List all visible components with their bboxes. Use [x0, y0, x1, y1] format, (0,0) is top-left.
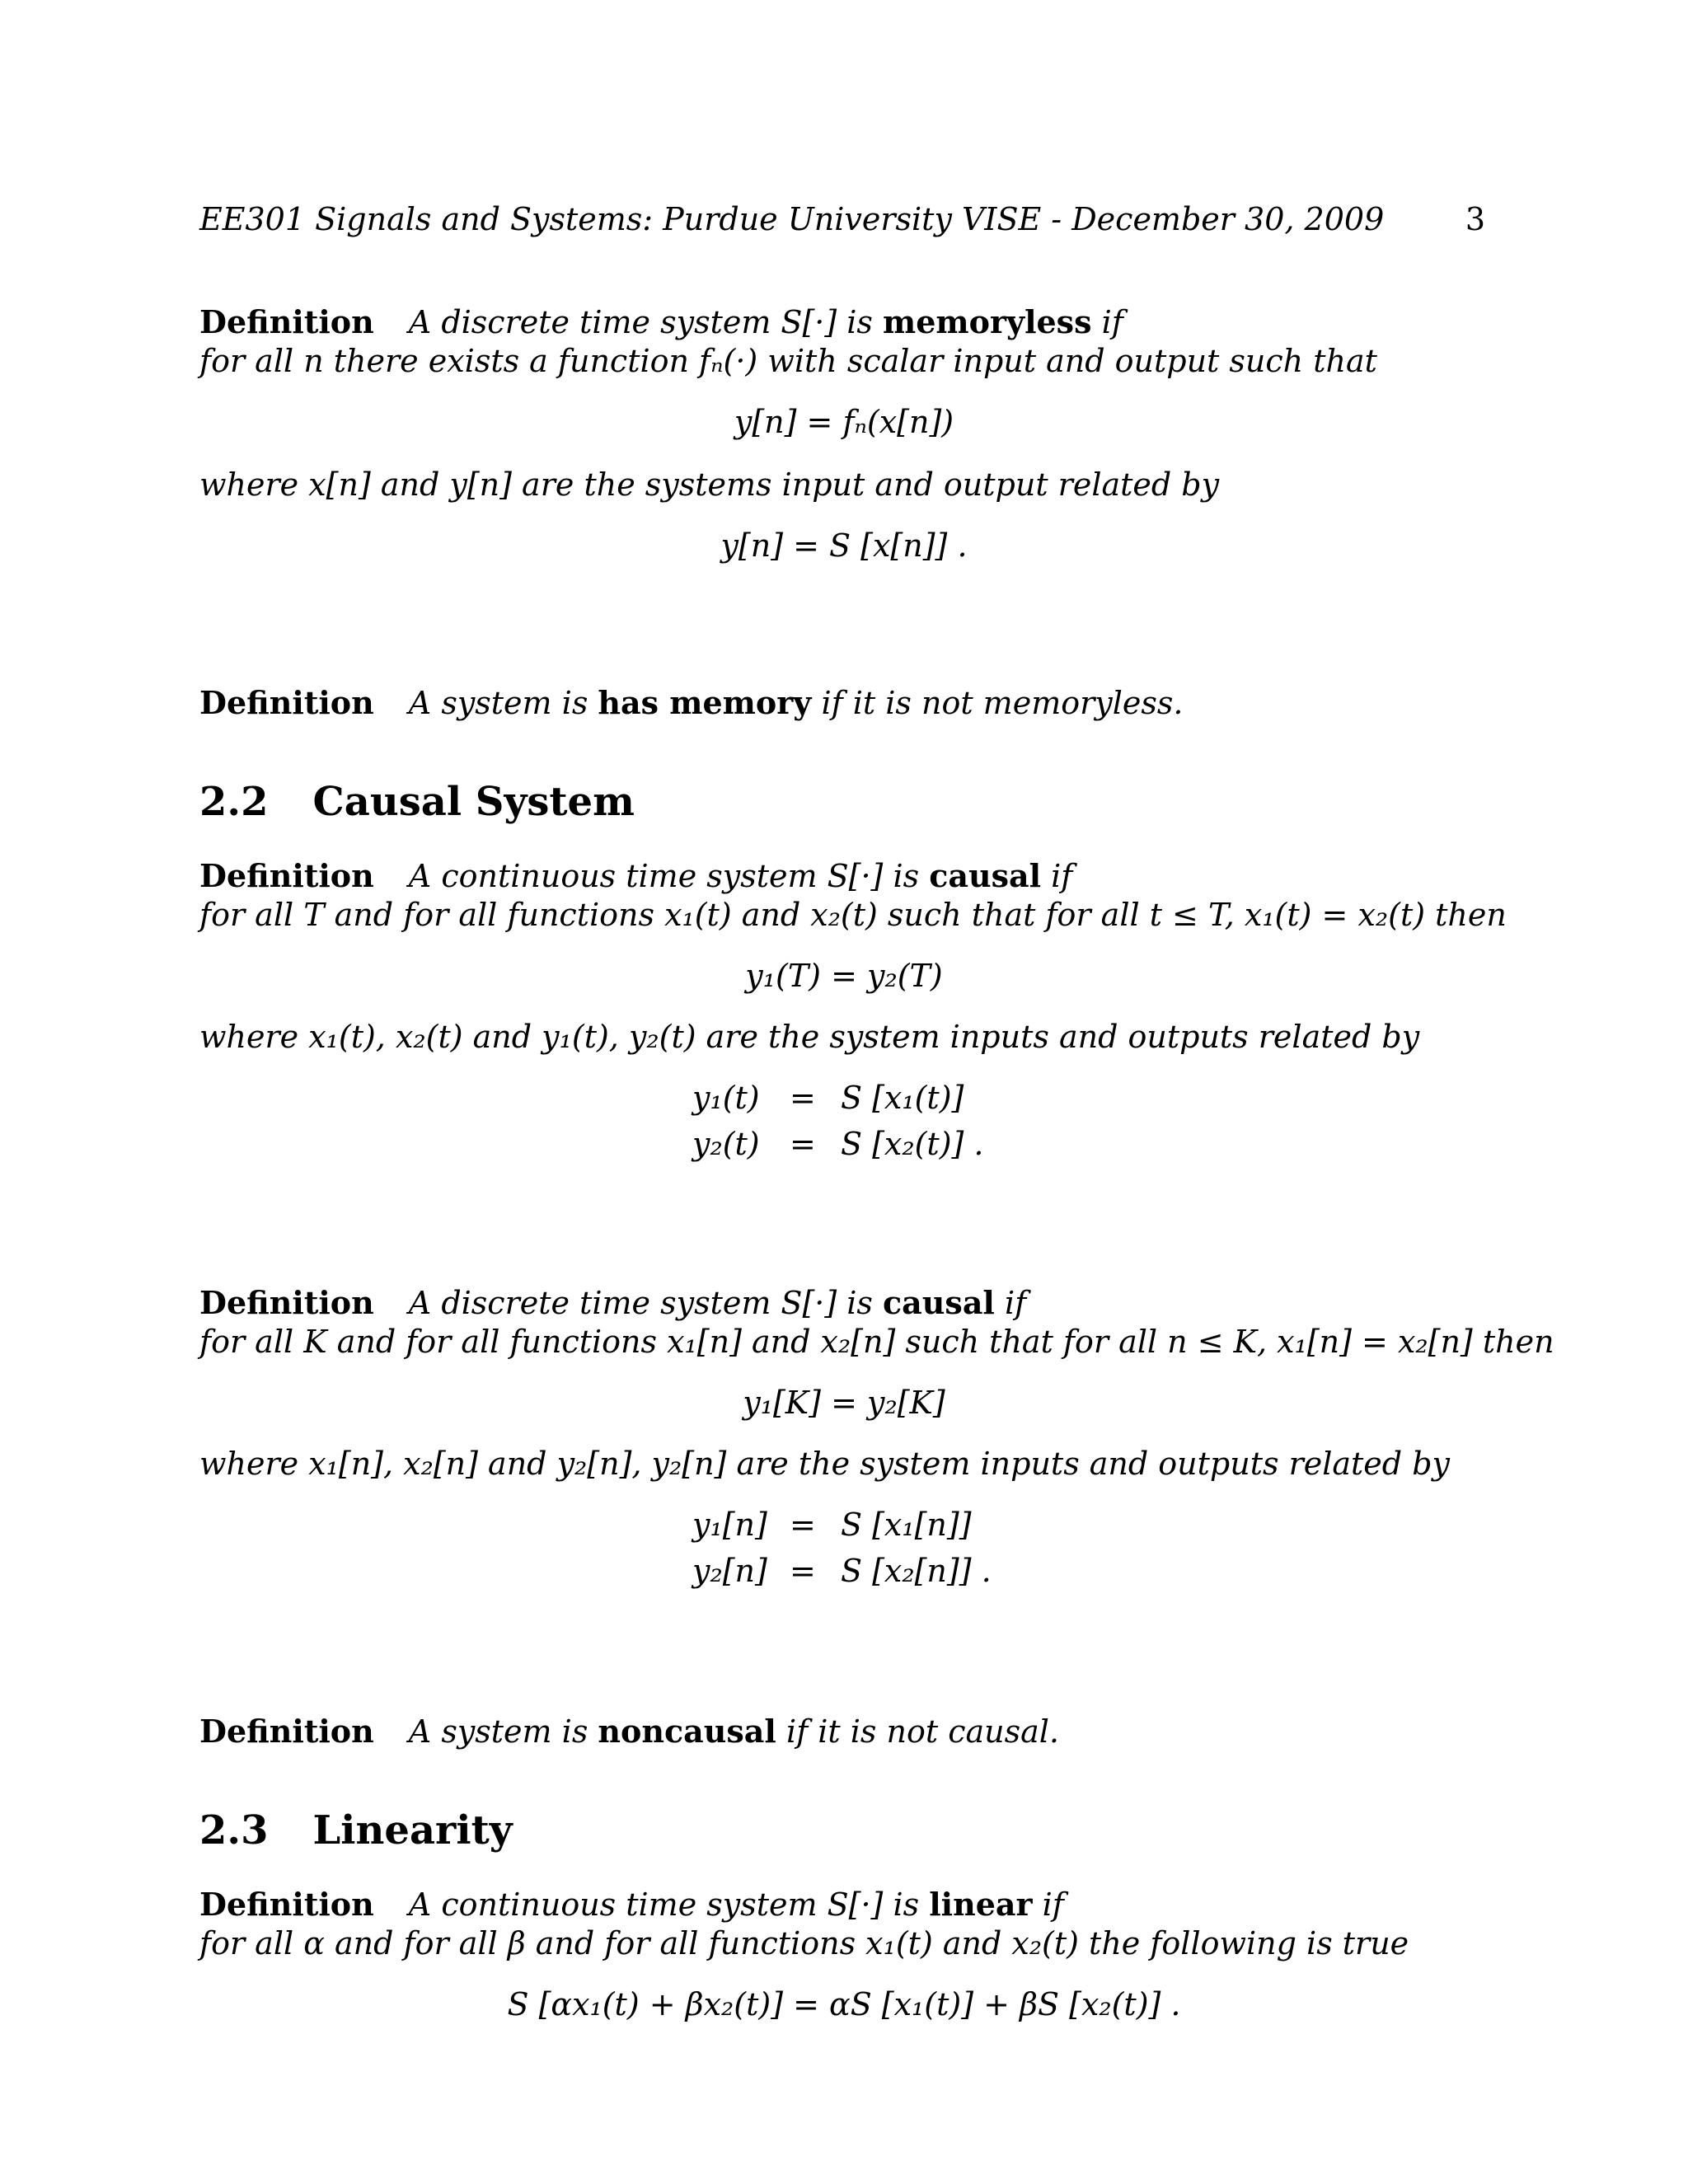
equation-causal-ct-1: y₁(T) = y₂(T): [745, 958, 943, 994]
definition-linear-line2: for all α and for all β and for all functions x₁(t) and x₂(t) the following is true: [199, 1925, 1409, 1961]
definition-causal-ct-line1: Definition A continuous time system S[·] is causal if: [199, 857, 1073, 894]
eq-op: =: [790, 1553, 816, 1589]
term-linear: linear: [929, 1886, 1033, 1923]
definition-memoryless-line2: for all n there exists a function fₙ(·) with scalar input and output such that: [199, 343, 1377, 379]
eq-op: =: [790, 1507, 816, 1543]
definition-causal-dt-line1: Definition A discrete time system S[·] is causal if: [199, 1284, 1027, 1321]
definition-linear-line1: Definition A continuous time system S[·] is linear if: [199, 1886, 1064, 1923]
definition-label: Definition: [199, 1713, 374, 1750]
definition-memoryless-line3: where x[n] and y[n] are the systems input and output related by: [199, 466, 1220, 503]
definition-label: Definition: [199, 1284, 374, 1321]
definition-label: Definition: [199, 684, 374, 721]
equation-memoryless-1: y[n] = fₙ(x[n]): [734, 404, 954, 440]
eq-lhs: y₁(t): [692, 1080, 760, 1116]
running-header: EE301 Signals and Systems: Purdue University VISE - December 30, 2009: [199, 201, 1385, 237]
term-causal: causal: [883, 1284, 995, 1321]
term-noncausal: noncausal: [598, 1713, 776, 1750]
eq-rhs: S [x₂(t)] .: [841, 1126, 984, 1162]
definition-memoryless-line1: Definition A discrete time system S[·] is memoryless if: [199, 303, 1123, 340]
definition-causal-ct-line3: where x₁(t), x₂(t) and y₁(t), y₂(t) are the system inputs and outputs related by: [199, 1019, 1420, 1055]
definition-label: Definition: [199, 1886, 374, 1923]
eq-rhs: S [x₂[n]] .: [841, 1553, 992, 1589]
eq-op: =: [790, 1126, 816, 1162]
eq-rhs: S [x₁(t)]: [841, 1080, 964, 1116]
eq-rhs: S [x₁[n]]: [841, 1507, 972, 1543]
definition-causal-dt-line3: where x₁[n], x₂[n] and y₂[n], y₂[n] are the system inputs and outputs related by: [199, 1446, 1450, 1482]
section-heading-linearity: 2.3 Linearity: [199, 1807, 513, 1854]
eq-op: =: [790, 1080, 816, 1116]
eq-lhs: y₂[n]: [692, 1553, 767, 1589]
equation-memoryless-2: y[n] = S [x[n]] .: [720, 527, 968, 564]
term-memoryless: memoryless: [883, 303, 1092, 340]
equation-linear-1: S [αx₁(t) + βx₂(t)] = αS [x₁(t)] + βS [x₂(t)] .: [507, 1986, 1181, 2022]
definition-label: Definition: [199, 857, 374, 894]
definition-has-memory: Definition A system is has memory if it is not memoryless.: [199, 684, 1184, 721]
page-number: 3: [1465, 201, 1485, 237]
equation-causal-dt-1: y₁[K] = y₂[K]: [743, 1385, 945, 1421]
definition-noncausal: Definition A system is noncausal if it is not causal.: [199, 1713, 1060, 1750]
term-has-memory: has memory: [598, 684, 812, 721]
definition-causal-dt-line2: for all K and for all functions x₁[n] and x₂[n] such that for all n ≤ K, x₁[n] = x₂[n] then: [199, 1324, 1554, 1360]
term-causal: causal: [929, 857, 1042, 894]
equation-array-causal-ct: [0, 1080, 1688, 1170]
definition-causal-ct-line2: for all T and for all functions x₁(t) and x₂(t) such that for all t ≤ T, x₁(t) = x₂(t) then: [199, 897, 1507, 933]
section-heading-causal: 2.2 Causal System: [199, 779, 635, 825]
definition-label: Definition: [199, 303, 374, 340]
eq-lhs: y₂(t): [692, 1126, 760, 1162]
equation-array-causal-dt: [0, 1507, 1688, 1597]
eq-lhs: y₁[n]: [692, 1507, 767, 1543]
